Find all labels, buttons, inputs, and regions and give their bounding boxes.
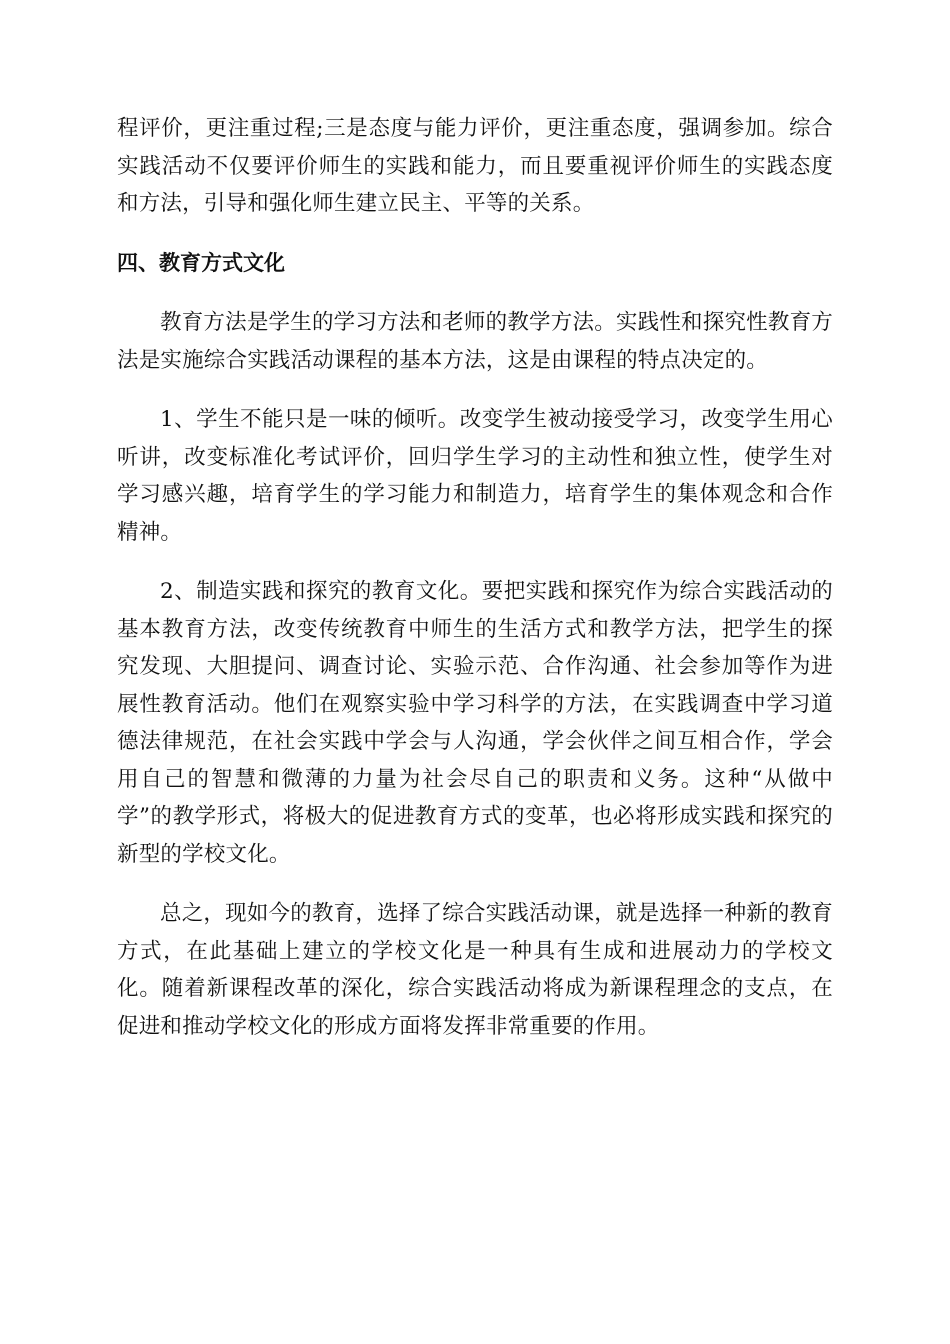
section-heading: 四、教育方式文化 xyxy=(117,250,285,275)
document-body xyxy=(117,110,833,1045)
paragraph-gap xyxy=(117,873,833,895)
paragraph-intro: 教育方法是学生的学习方法和老师的教学方法。实践性和探究性教育方法是实施综合实践活动课程的基本方法，这是由课程的特点决定的。 xyxy=(117,310,833,373)
paragraph-gap xyxy=(117,379,833,401)
paragraph-point-1: 1、学生不能只是一味的倾听。改变学生被动接受学习，改变学生用心听讲，改变标准化考试评价，回归学生学习的主动性和独立性，使学生对学习感兴趣，培育学生的学习能力和制造力，培育学生的集体观念和合作精神。 xyxy=(117,407,833,545)
paragraph-conclusion: 总之，现如今的教育，选择了综合实践活动课，就是选择一种新的教育方式，在此基础上建立的学校文化是一种具有生成和进展动力的学校文化。随着新课程改革的深化，综合实践活动将成为新课程理念的支点，在促进和推动学校文化的形成方面将发挥非常重要的作用。 xyxy=(117,901,833,1039)
paragraph-gap xyxy=(117,223,833,245)
paragraph-gap xyxy=(117,282,833,304)
paragraph-continuation: 程评价，更注重过程;三是态度与能力评价，更注重态度，强调参加。综合实践活动不仅要评价师生的实践和能力，而且要重视评价师生的实践态度和方法，引导和强化师生建立民主、平等的关系。 xyxy=(117,116,833,216)
paragraph-gap xyxy=(117,551,833,573)
paragraph-point-2: 2、制造实践和探究的教育文化。要把实践和探究作为综合实践活动的基本教育方法，改变传统教育中师生的生活方式和教学方法，把学生的探究发现、大胆提问、调查讨论、实验示范、合作沟通、社会参加等作为进展性教育活动。他们在观察实验中学习科学的方法，在实践调查中学习道德法律规范，在社会实践中学会与人沟通，学会伙伴之间互相合作，学会用自己的智慧和微薄的力量为社会尽自己的职责和义务。这种“从做中学”的教学形式，将极大的促进教育方式的变革，也必将形成实践和探究的新型的学校文化。 xyxy=(117,579,833,867)
